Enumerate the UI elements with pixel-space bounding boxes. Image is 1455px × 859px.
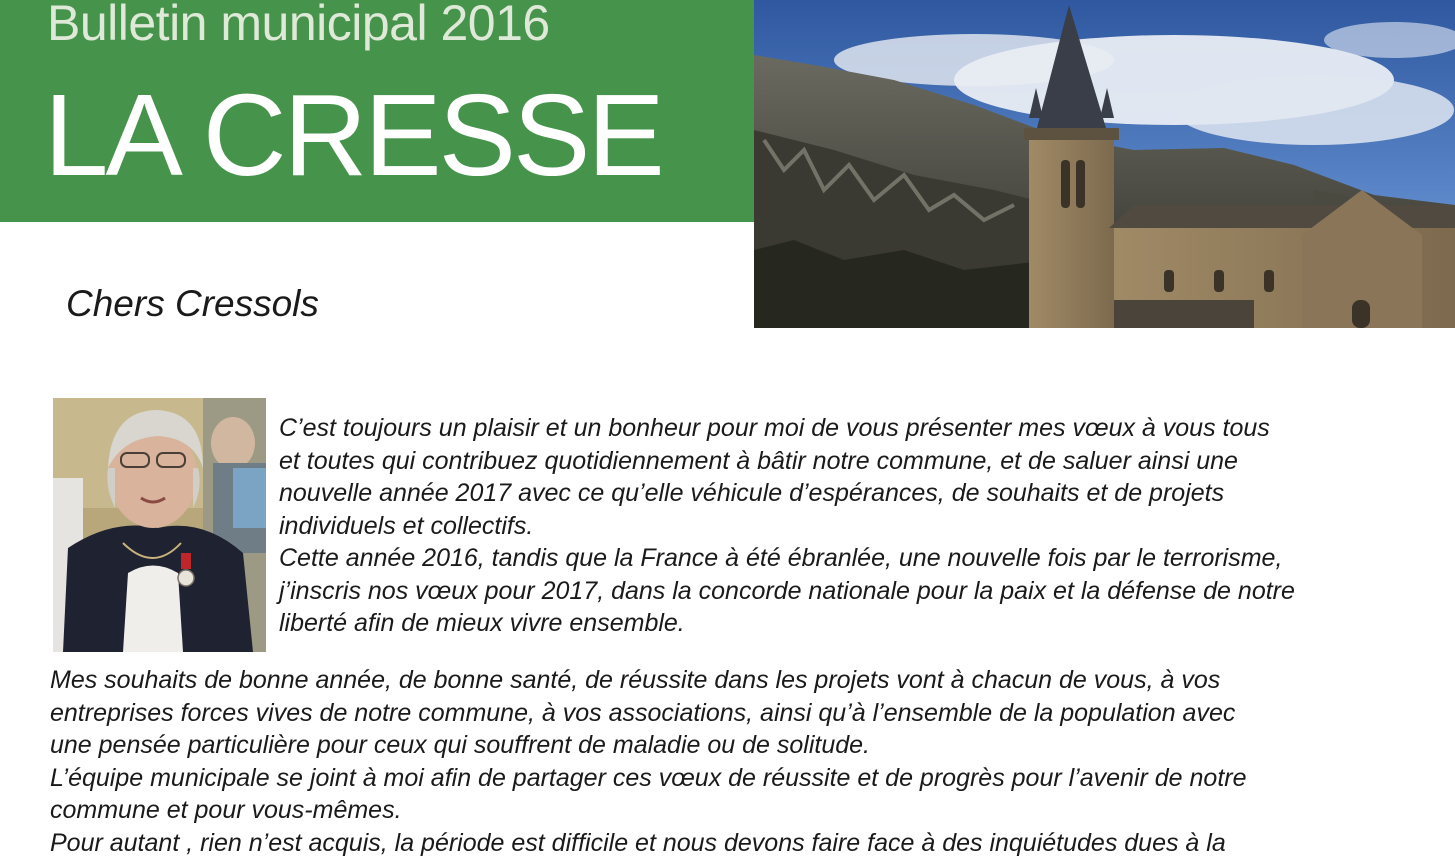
text-line: individuels et collectifs.	[279, 510, 1295, 543]
wishes-paragraph	[50, 664, 1247, 859]
bulletin-subtitle: Bulletin municipal 2016	[47, 0, 550, 52]
text-line: C’est toujours un plaisir et un bonheur pour moi de vous présenter mes vœux à vous tous	[279, 412, 1295, 445]
text-line: L’équipe municipale se joint à moi afin de partager ces vœux de réussite et de progrès pour l’avenir de notre	[50, 762, 1247, 795]
text-line: et toutes qui contribuez quotidiennement à bâtir notre commune, et de saluer ainsi une	[279, 445, 1295, 478]
header-banner	[0, 0, 755, 222]
text-line: Cette année 2016, tandis que la France à été ébranlée, une nouvelle fois par le terrorisme,	[279, 542, 1295, 575]
intro-paragraph	[279, 412, 1295, 640]
mayor-portrait	[53, 398, 266, 652]
text-line: nouvelle année 2017 avec ce qu’elle véhicule d’espérances, de souhaits et de projets	[279, 477, 1295, 510]
text-line: Mes souhaits de bonne année, de bonne santé, de réussite dans les projets vont à chacun de vous, à vos	[50, 664, 1247, 697]
text-line: Pour autant , rien n’est acquis, la période est difficile et nous devons faire face à des inquiétudes dues à la	[50, 827, 1247, 859]
text-line: entreprises forces vives de notre commune, à vos associations, ainsi qu’à l’ensemble de la population avec	[50, 697, 1247, 730]
text-line: j’inscris nos vœux pour 2017, dans la concorde nationale pour la paix et la défense de notre	[279, 575, 1295, 608]
town-title: LA CRESSE	[44, 66, 662, 205]
text-line: liberté afin de mieux vivre ensemble.	[279, 607, 1295, 640]
greeting-heading: Chers Cressols	[66, 283, 319, 325]
church-photo	[754, 0, 1455, 328]
text-line: commune et pour vous-mêmes.	[50, 794, 1247, 827]
text-line: une pensée particulière pour ceux qui souffrent de maladie ou de solitude.	[50, 729, 1247, 762]
